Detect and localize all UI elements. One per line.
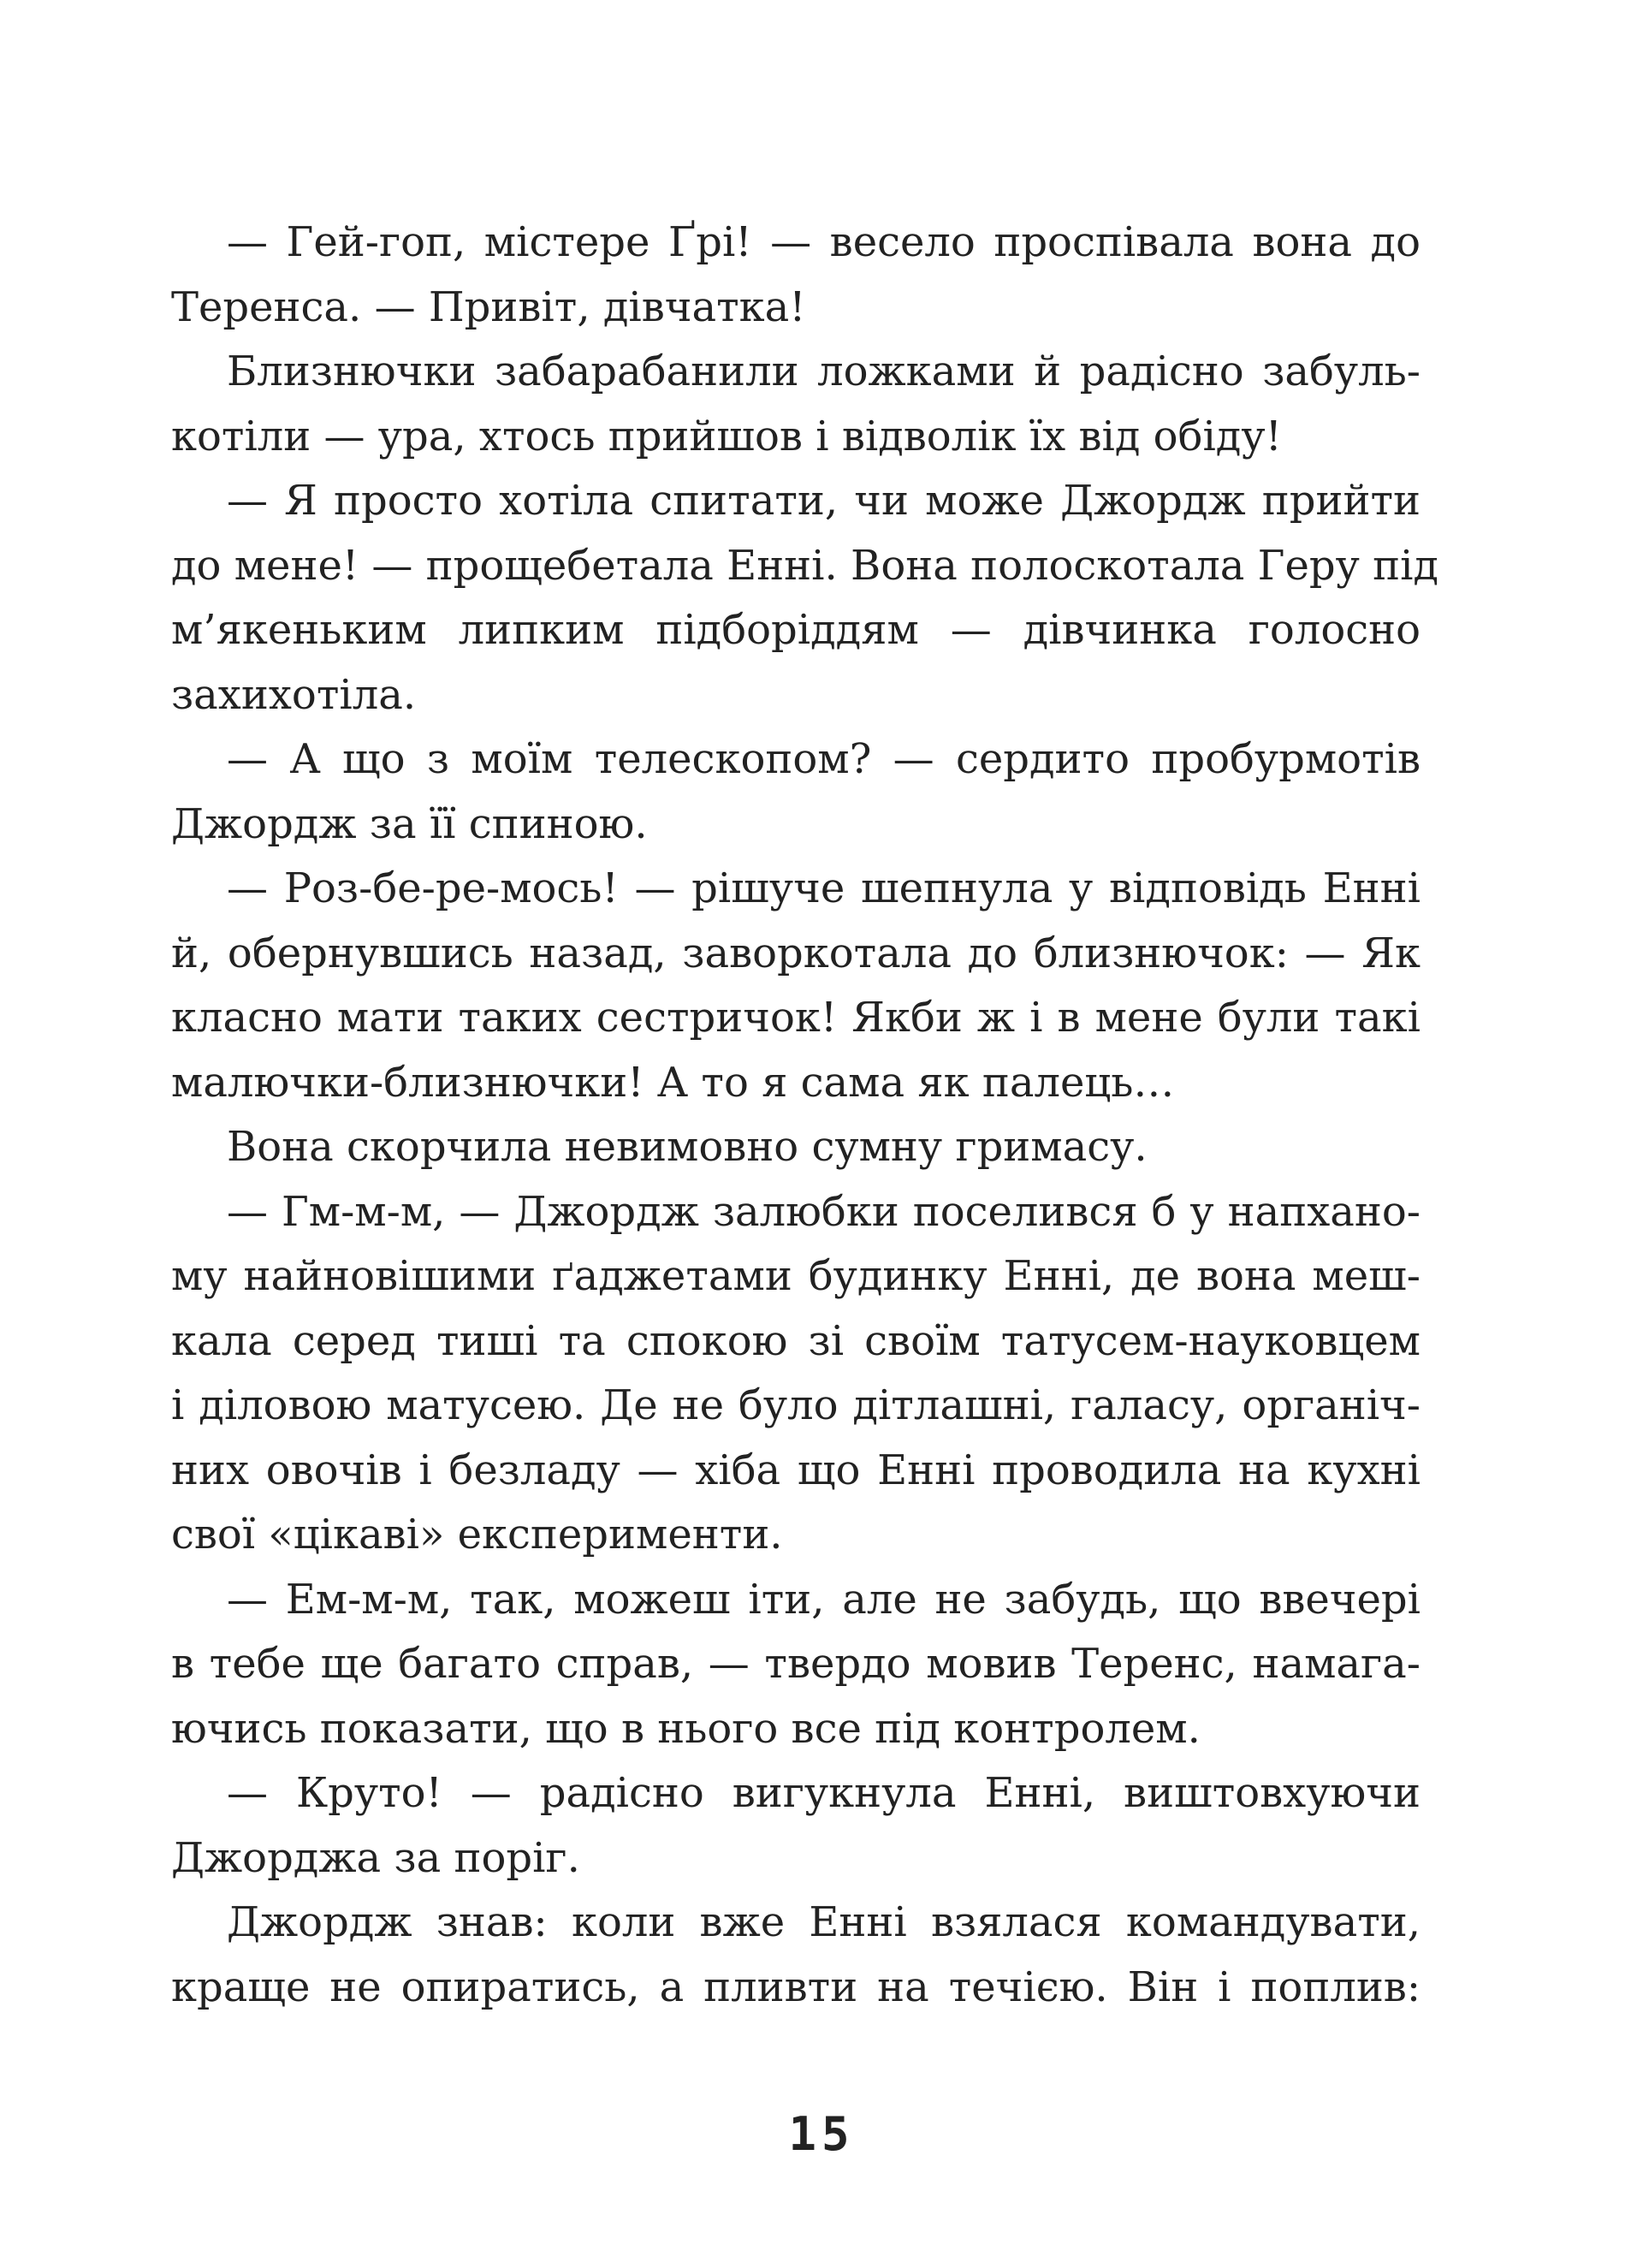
text-line: му найновішими ґаджетами будинку Енні, де вона меш-: [171, 1252, 1421, 1300]
text-line: класно мати таких сестричок! Якби ж і в мене були такі: [171, 994, 1421, 1042]
text-line: краще не опиратись, а пливти на течією. Він і поплив:: [171, 1962, 1421, 2011]
text-line: — Роз-бе-ре-мось! — рішуче шепнула у відповідь Енні: [227, 864, 1421, 912]
text-line: кала серед тиші та спокою зі своїм татусем-науковцем: [171, 1316, 1421, 1365]
text-line: Теренса. — Привіт, дівчатка!: [171, 282, 806, 331]
text-line: ючись показати, що в нього все під контролем.: [171, 1704, 1201, 1753]
text-line: Джордж знав: коли вже Енні взялася командувати,: [227, 1898, 1421, 1946]
text-line: них овочів і безладу — хіба що Енні проводила на кухні: [171, 1446, 1421, 1494]
text-line: — Гей-гоп, містере Ґрі! — весело проспівала вона до: [227, 218, 1421, 266]
text-line: малючки-близнючки! А то я сама як палець…: [171, 1058, 1175, 1107]
text-line: котіли — ура, хтось прийшов і відволік їх від обіду!: [171, 412, 1282, 460]
text-line: до мене! — прощебетала Енні. Вона полоскотала Геру під: [171, 541, 1438, 590]
text-line: захихотіла.: [171, 670, 417, 719]
text-line: Вона скорчила невимовно сумну гримасу.: [227, 1123, 1148, 1171]
text-line: і діловою матусею. Де не було дітлашні, галасу, органіч-: [171, 1381, 1421, 1429]
text-line: м’якеньким липким підборіддям — дівчинка голосно: [171, 606, 1421, 654]
text-line: Джордж за її спиною.: [171, 799, 648, 848]
text-line: Близнючки забарабанили ложками й радісно забуль-: [227, 347, 1421, 395]
text-line: — А що з моїм телескопом? — сердито пробурмотів: [227, 735, 1421, 783]
text-line: — Круто! — радісно вигукнула Енні, виштовхуючи: [227, 1769, 1421, 1817]
text-line: Джорджа за поріг.: [171, 1833, 580, 1882]
body-text: [171, 211, 1438, 2020]
text-line: — Я просто хотіла спитати, чи може Джордж прийти: [227, 477, 1421, 525]
page-number: 15: [788, 2107, 855, 2161]
text-line: в тебе ще багато справ, — твердо мовив Теренс, намага-: [171, 1640, 1421, 1688]
text-line: — Гм-м-м, — Джордж залюбки поселився б у напхано-: [227, 1187, 1421, 1236]
text-line: свої «цікаві» експерименти.: [171, 1511, 783, 1559]
text-line: й, обернувшись назад, заворкотала до близнючок: — Як: [171, 929, 1421, 977]
text-line: — Ем-м-м, так, можеш іти, але не забудь, що ввечері: [227, 1575, 1421, 1624]
